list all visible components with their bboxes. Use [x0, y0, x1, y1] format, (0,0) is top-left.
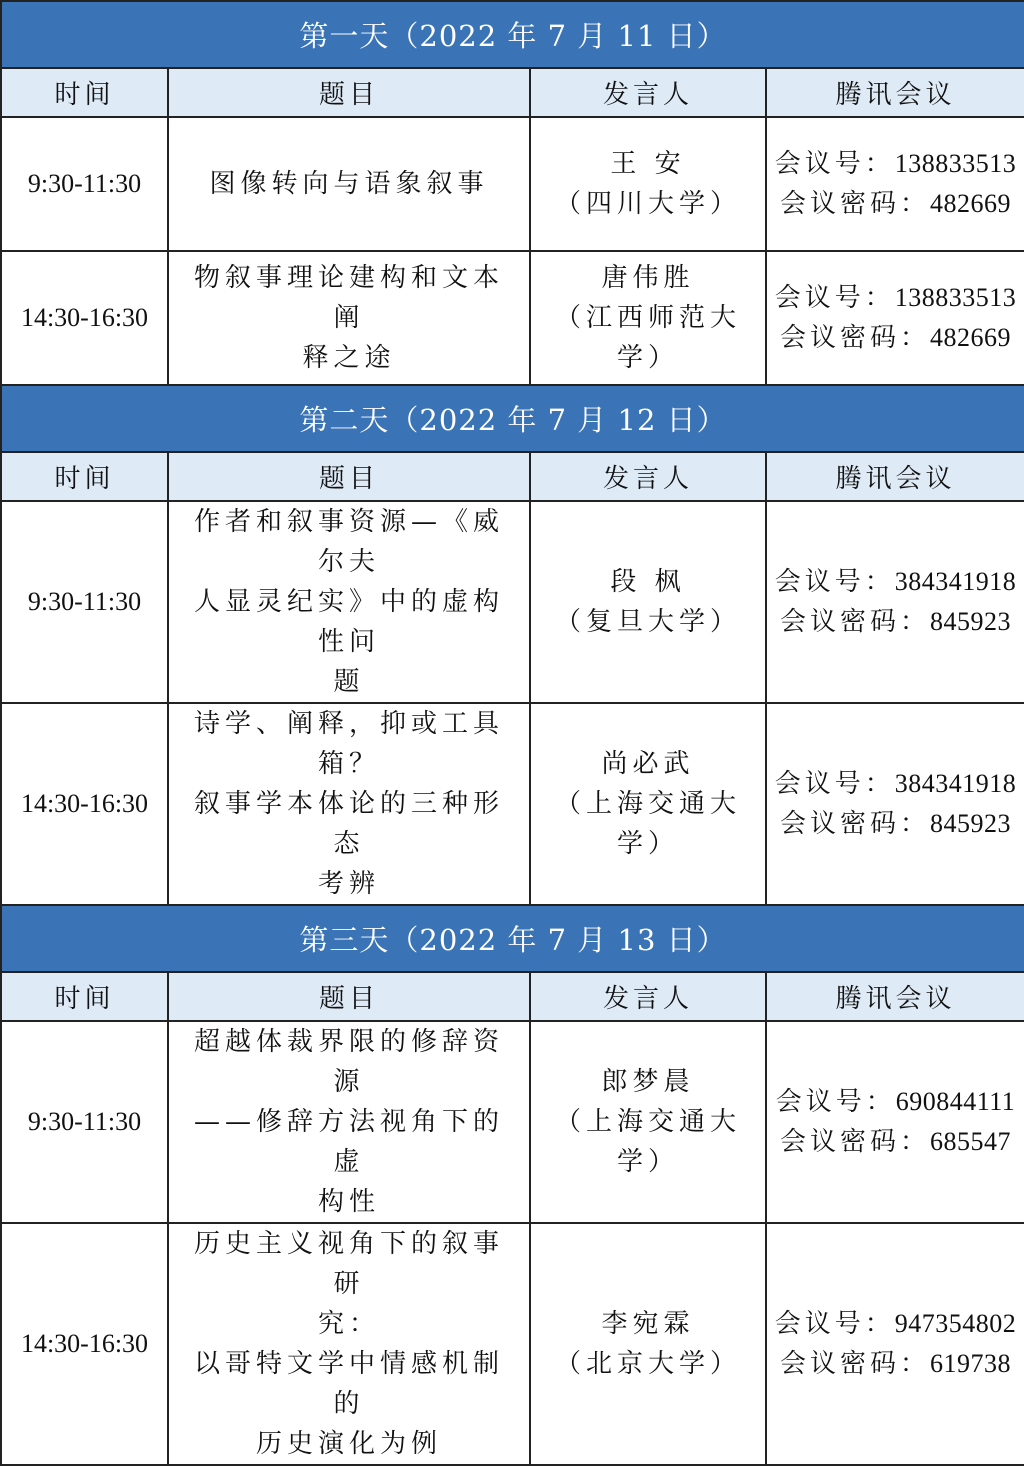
tencent-meeting-info [766, 251, 1024, 385]
meeting-password-label: 会议密码： [779, 189, 930, 219]
session-row [1, 501, 1024, 703]
topic-text [169, 1022, 529, 1222]
session-row [1, 251, 1024, 385]
speaker-line: 学） [616, 343, 679, 373]
speaker-line: （复旦大学） [554, 607, 741, 637]
session-speaker [530, 1021, 766, 1223]
session-time: 9:30-11:30 [1, 1021, 168, 1223]
topic-text [169, 502, 529, 702]
header-time: 时间 [1, 68, 168, 117]
topic-line: 历史演化为例 [255, 1429, 442, 1459]
meeting-id-label: 会议号： [775, 1087, 896, 1117]
meeting-password-label: 会议密码： [779, 1349, 930, 1379]
session-time: 14:30-16:30 [1, 703, 168, 905]
session-topic [168, 501, 530, 703]
header-topic: 题目 [168, 452, 530, 501]
meeting-id-label: 会议号： [774, 567, 895, 597]
meeting-id: 138833513 [894, 149, 1017, 178]
day-title-row [1, 905, 1024, 972]
session-topic [168, 1223, 530, 1465]
meeting-id-line [767, 144, 1024, 184]
column-header-row [1, 972, 1024, 1021]
session-topic [168, 703, 530, 905]
session-topic [168, 1021, 530, 1223]
session-topic [168, 251, 530, 385]
speaker-line: （上海交通大 [554, 789, 741, 819]
topic-line: 考辨 [317, 869, 380, 899]
meeting-id: 138833513 [894, 283, 1017, 312]
topic-text [169, 1224, 529, 1464]
session-time: 14:30-16:30 [1, 251, 168, 385]
topic-line: 诗学、阐释，抑或工具箱？ [193, 709, 504, 779]
column-header-row [1, 452, 1024, 501]
tencent-meeting-info [766, 117, 1024, 251]
meeting-id-label: 会议号： [774, 1309, 895, 1339]
session-speaker [530, 251, 766, 385]
header-topic: 题目 [168, 972, 530, 1021]
topic-line: 究： [317, 1309, 380, 1339]
speaker-line: 李宛霖 [601, 1309, 695, 1339]
session-time: 14:30-16:30 [1, 1223, 168, 1465]
topic-line: 人显灵纪实》中的虚构性问 [193, 587, 504, 657]
topic-text [169, 164, 529, 204]
meeting-id-line [767, 278, 1024, 318]
session-row [1, 117, 1024, 251]
tencent-meeting-info [766, 1223, 1024, 1465]
meeting-id: 947354802 [894, 1309, 1017, 1338]
speaker-line: （北京大学） [554, 1349, 741, 1379]
meeting-password-label: 会议密码： [779, 607, 930, 637]
meeting-password-line [767, 804, 1024, 844]
meeting-id: 384341918 [894, 567, 1017, 596]
session-speaker [530, 501, 766, 703]
topic-line: 历史主义视角下的叙事研 [193, 1229, 504, 1299]
meeting-password-label: 会议密码： [779, 809, 930, 839]
header-topic: 题目 [168, 68, 530, 117]
meeting-password-line [767, 318, 1024, 358]
topic-text [169, 258, 529, 378]
header-meeting: 腾讯会议 [766, 452, 1024, 501]
topic-text [169, 704, 529, 904]
session-speaker [530, 1223, 766, 1465]
topic-line: 物叙事理论建构和文本阐 [193, 263, 504, 333]
topic-line: 图像转向与语象叙事 [209, 169, 489, 199]
header-speaker: 发言人 [530, 68, 766, 117]
meeting-password: 845923 [930, 607, 1011, 636]
session-row [1, 1021, 1024, 1223]
meeting-id-line [767, 764, 1024, 804]
header-meeting: 腾讯会议 [766, 68, 1024, 117]
topic-line: 作者和叙事资源—《威尔夫 [193, 507, 504, 577]
meeting-id-label: 会议号： [774, 283, 895, 313]
header-speaker: 发言人 [530, 452, 766, 501]
header-time: 时间 [1, 452, 168, 501]
topic-line: ——修辞方法视角下的虚 [193, 1107, 504, 1177]
header-meeting: 腾讯会议 [766, 972, 1024, 1021]
speaker-line: 唐伟胜 [601, 263, 695, 293]
meeting-id-line [767, 562, 1024, 602]
day-title-row [1, 385, 1024, 452]
speaker-line: （江西师范大 [554, 303, 741, 333]
meeting-id-line [767, 1082, 1024, 1122]
speaker-line: 学） [616, 829, 679, 859]
meeting-password: 619738 [930, 1349, 1011, 1378]
session-speaker [530, 703, 766, 905]
topic-line: 以哥特文学中情感机制的 [193, 1349, 504, 1419]
meeting-password-line [767, 1344, 1024, 1384]
speaker-line: 段 枫 [610, 567, 686, 597]
meeting-password-line [767, 184, 1024, 224]
topic-line: 超越体裁界限的修辞资源 [193, 1027, 504, 1097]
meeting-id-label: 会议号： [774, 769, 895, 799]
day-title: 第三天（2022 年 7 月 13 日） [1, 905, 1024, 972]
speaker-line: （上海交通大 [554, 1107, 741, 1137]
topic-line: 叙事学本体论的三种形态 [193, 789, 504, 859]
tencent-meeting-info [766, 1021, 1024, 1223]
meeting-password: 482669 [930, 189, 1011, 218]
meeting-id-line [767, 1304, 1024, 1344]
meeting-password: 845923 [930, 809, 1011, 838]
meeting-id-label: 会议号： [774, 149, 895, 179]
speaker-line: 学） [616, 1147, 679, 1177]
session-topic [168, 117, 530, 251]
session-speaker [530, 117, 766, 251]
session-time: 9:30-11:30 [1, 501, 168, 703]
column-header-row [1, 68, 1024, 117]
day-title: 第一天（2022 年 7 月 11 日） [1, 1, 1024, 68]
meeting-password-label: 会议密码： [779, 323, 930, 353]
meeting-password-line [767, 602, 1024, 642]
meeting-password: 482669 [930, 323, 1011, 352]
meeting-password-label: 会议密码： [779, 1127, 930, 1157]
topic-line: 释之途 [302, 343, 396, 373]
speaker-line: （四川大学） [554, 189, 741, 219]
tencent-meeting-info [766, 703, 1024, 905]
tencent-meeting-info [766, 501, 1024, 703]
session-row [1, 1223, 1024, 1465]
header-time: 时间 [1, 972, 168, 1021]
day-title-row [1, 1, 1024, 68]
topic-line: 题 [333, 667, 365, 697]
meeting-password-line [767, 1122, 1024, 1162]
meeting-password: 685547 [930, 1127, 1011, 1156]
speaker-line: 尚必武 [601, 749, 695, 779]
day-title: 第二天（2022 年 7 月 12 日） [1, 385, 1024, 452]
speaker-line: 王 安 [610, 149, 686, 179]
meeting-id: 384341918 [894, 769, 1017, 798]
session-row [1, 703, 1024, 905]
session-time: 9:30-11:30 [1, 117, 168, 251]
header-speaker: 发言人 [530, 972, 766, 1021]
speaker-line: 郎梦晨 [601, 1067, 695, 1097]
meeting-id: 690844111 [895, 1087, 1016, 1116]
topic-line: 构性 [317, 1187, 380, 1217]
